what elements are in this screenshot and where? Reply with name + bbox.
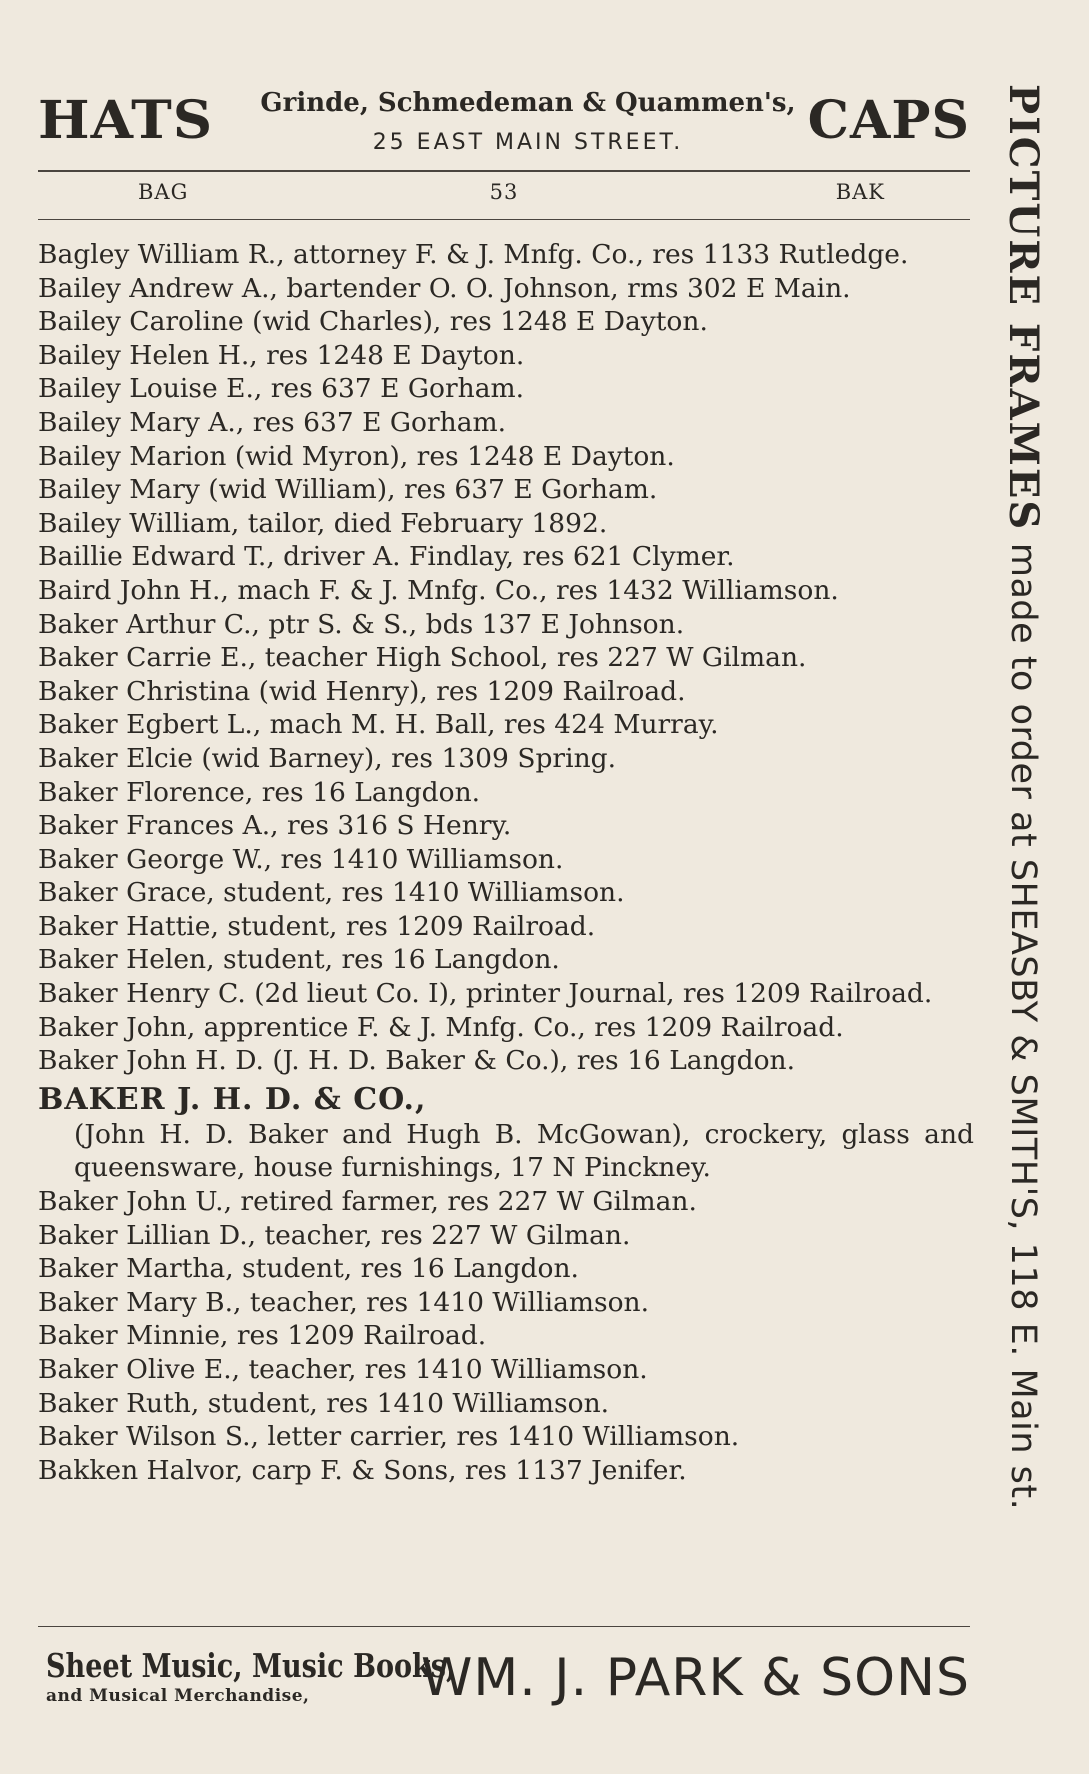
directory-entry: Bailey Helen H., res 1248 E Dayton. [38,339,525,371]
directory-entry: Bagley William R., attorney F. & J. Mnfg. Co., res 1133 Rutledge. [38,239,909,270]
directory-entry: Baird John H., mach F. & J. Mnfg. Co., res 1432 Williamson. [38,574,839,606]
entries-group-a [38,238,974,1078]
directory-entry: Baker Martha, student, res 16 Langdon. [38,1253,579,1285]
directory-entry: Baker Helen, student, res 16 Langdon. [38,944,560,976]
directory-entry: Baker Grace, student, res 1410 Williamson. [38,877,625,909]
directory-entry: Baker Wilson S., letter carrier, res 1410 Williamson. [38,1421,740,1453]
directory-entry: Baillie Edward T., driver A. Findlay, res 621 Clymer. [38,541,735,573]
directory-entry: Baker Henry C. (2d lieut Co. I), printer Journal, res 1209 Railroad. [38,978,933,1010]
header-rule-bottom [38,219,970,220]
directory-entry: Baker Egbert L., mach M. H. Ball, res 424 Murray. [38,709,719,741]
directory-entry: Bailey Mary (wid William), res 637 E Gorham. [38,474,658,506]
directory-entry: Bailey William, tailor, died February 1892. [38,507,608,539]
directory-entry: Bailey Marion (wid Myron), res 1248 E Dayton. [38,440,675,472]
firm-description: (John H. D. Baker and Hugh B. McGowan), crockery, glass and queensware, house furnishings, 17 N Pinckney. [74,1118,974,1184]
directory-entry: Baker Ruth, student, res 1410 Williamson. [38,1387,610,1419]
entries-group-b [38,1185,974,1487]
caps-word: CAPS [807,90,970,151]
page-number: 53 [489,180,519,204]
directory-entry: Baker Mary B., teacher, res 1410 Williamson. [38,1286,650,1318]
directory-entry: Baker John, apprentice F. & J. Mnfg. Co., res 1209 Railroad. [38,1011,844,1043]
footer-merchandise: and Musical Merchandise, [46,1686,310,1706]
running-head-right: BAK [835,180,885,204]
directory-entry: Baker John U., retired farmer, res 227 W Gilman. [38,1186,697,1218]
header-street-address: 25 EAST MAIN STREET. [372,130,684,155]
header-advertisement [38,86,970,156]
footer-rule [38,1626,970,1627]
directory-entry: Baker Olive E., teacher, res 1410 Williamson. [38,1354,648,1385]
footer-advertisement [38,1640,978,1720]
directory-entry: Baker Elcie (wid Barney), res 1309 Spring. [38,742,617,774]
hats-word: HATS [38,90,214,151]
directory-entry: Baker Hattie, student, res 1209 Railroad. [38,910,596,942]
directory-entry: Baker Christina (wid Henry), res 1209 Railroad. [38,675,686,707]
directory-entry: Baker Carrie E., teacher High School, res 227 W Gilman. [38,642,807,674]
directory-entry: Baker Frances A., res 316 S Henry. [38,810,512,842]
directory-entry: Bailey Louise E., res 637 E Gorham. [38,373,525,405]
header-rule-top [38,170,970,172]
running-head [38,180,970,210]
footer-firm-name: WM. J. PARK & SONS [420,1648,970,1708]
directory-entry: Baker George W., res 1410 Williamson. [38,843,564,875]
directory-entry: Baker John H. D. (J. H. D. Baker & Co.), res 16 Langdon. [38,1045,796,1077]
side-ad-rest: made to order at SHEASBY & SMITH'S, 118 E. Main st. [1003,531,1043,1511]
header-firm-name: Grinde, Schmedeman & Quammen's, [260,88,796,118]
firm-heading: BAKER J. H. D. & CO., [38,1081,427,1117]
directory-entry: Baker Florence, res 16 Langdon. [38,776,481,808]
directory-entry: Baker Minnie, res 1209 Railroad. [38,1320,487,1352]
directory-entry: Bailey Mary A., res 637 E Gorham. [38,406,507,438]
directory-entry: Bailey Andrew A., bartender O. O. Johnson, rms 302 E Main. [38,272,851,304]
side-ad-text [993,84,1053,1510]
directory-entry: Baker Arthur C., ptr S. & S., bds 137 E Johnson. [38,608,685,640]
footer-sheet-music: Sheet Music, Music Books, [46,1646,456,1685]
running-head-left: BAG [138,180,189,204]
side-advertisement [993,84,1053,1724]
directory-listing [38,238,974,1487]
directory-entry: Baker Lillian D., teacher, res 227 W Gilman. [38,1219,631,1251]
directory-entry: Bakken Halvor, carp F. & Sons, res 1137 Jenifer. [38,1454,687,1486]
directory-entry: Bailey Caroline (wid Charles), res 1248 E Dayton. [38,306,708,338]
side-ad-bold: PICTURE FRAMES [1000,84,1047,532]
